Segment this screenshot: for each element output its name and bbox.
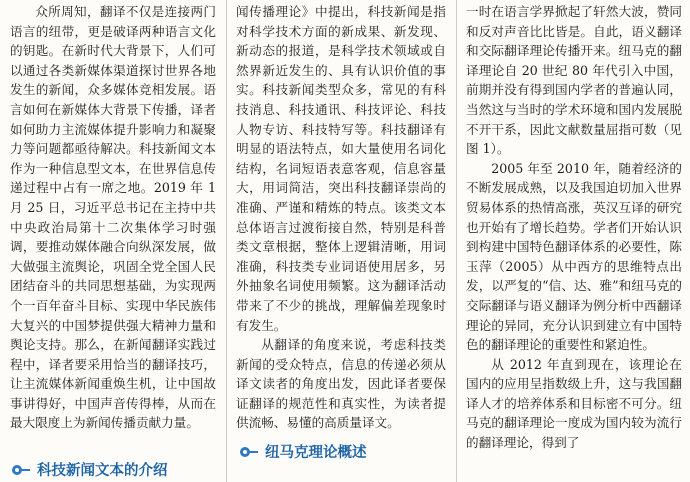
paragraph: 从 2012 年直到现在，该理论在国内的应用呈指数级上升，这与我国翻译人才的培养体系和目标密不可分。纽马克的翻译理论一度成为国内较为流行的翻译理论，得到了 — [466, 356, 682, 451]
text-column-1 — [10, 2, 216, 433]
column-divider — [226, 0, 227, 482]
text-column-3 — [466, 2, 682, 453]
paragraph: 2005 年至 2010 年，随着经济的不断发展成熟，以及我国迫切加入世界贸易体系的热情高涨，英汉互译的研究也开始有了增长趋势。学者们开始认识到构建中国特色翻译体系的必要性，陈玉萍（2005）从中西方的思维特点出发，以严复的“信、达、雅”和纽马克的交际翻译与语义翻译为例分析中西翻译理论的异同，充分认识到建立有中国特色的翻译理论的重要性和紧迫性。 — [466, 160, 682, 353]
section-title: 纽马克理论概述 — [265, 445, 367, 461]
column-divider — [456, 0, 457, 482]
paragraph: 众所周知，翻译不仅是连接两门语言的纽带，更是破译两种语言文化的钥匙。在新时代大背景下，人们可以通过各类新媒体渠道探讨世界各地发生的新闻，众多媒体竞相发展。语言如何在新媒体大背景下传播，译者如何助力主流媒体提升影响力和凝聚力等问题都亟待解决。科技新闻文本作为一种信息型文本，在世界信息传递过程中占有一席之地。2019 年 1 月 25 日，习近平总书记在主持中共中央政治局第十二次集体学习时强调，要推动媒体融合向纵深发展，做大做强主流舆论，巩固全党全国人民团结奋斗的共同思想基础，为实现两个一百年奋斗目标、实现中华民族伟大复兴的中国梦提供强大精神力量和舆论支持。那么，在新闻翻译实践过程中，译者要采用恰当的翻译技巧，让主流媒体新闻重焕生机，让中国故事讲得好，中国声音传得棒，从而在最大限度上为新闻传播贡献力量。 — [10, 4, 216, 431]
text-column-2 — [236, 2, 446, 433]
section-bullet-icon — [240, 446, 258, 458]
section-heading-newmark-overview — [240, 441, 367, 462]
section-title: 科技新闻文本的介绍 — [37, 463, 168, 479]
paragraph: 一时在语言学界掀起了轩然大波，赞同和反对声音比比皆是。自此，语义翻译和交际翻译理论传播开来。纽马克的翻译理论自 20 世纪 80 年代引入中国，前期并没有得到国内学者的普遍认同，当然这与当时的学术环境和国内发展脱不开干系，因此文献数量屈指可数（见图 1）。 — [466, 4, 682, 157]
section-heading-news-intro — [12, 459, 168, 480]
paragraph: 从翻译的角度来说，考虑科技类新闻的受众特点，信息的传递必须从译文读者的角度出发，因此译者要保证翻译的规范性和真实性，为读者提供流畅、易懂的高质量译文。 — [236, 337, 446, 431]
paragraph: 闻传播理论》中提出，科技新闻是指对科学技术方面的新成果、新发现、新动态的报道，是科学技术领域或自然界新近发生的、具有认识价值的事实。科技新闻类型众多，常见的有科技消息、科技通讯、科技评论、科技人物专访、科技特写等。科技翻译有明显的语法特点，如大量使用名词化结构，名词短语表意客观，信息容量大，用词简洁，突出科技翻译崇尚的准确、严谨和精炼的特点。该类文本总体语言过渡衔接自然，特别是科普类文章根据，整体上逻辑清晰，用词准确，科技类专业词语使用居多，另外抽象名词使用频繁。这为翻译活动带来了不少的挑战，理解偏差现象时有发生。 — [236, 4, 446, 333]
section-bullet-icon — [12, 464, 30, 476]
